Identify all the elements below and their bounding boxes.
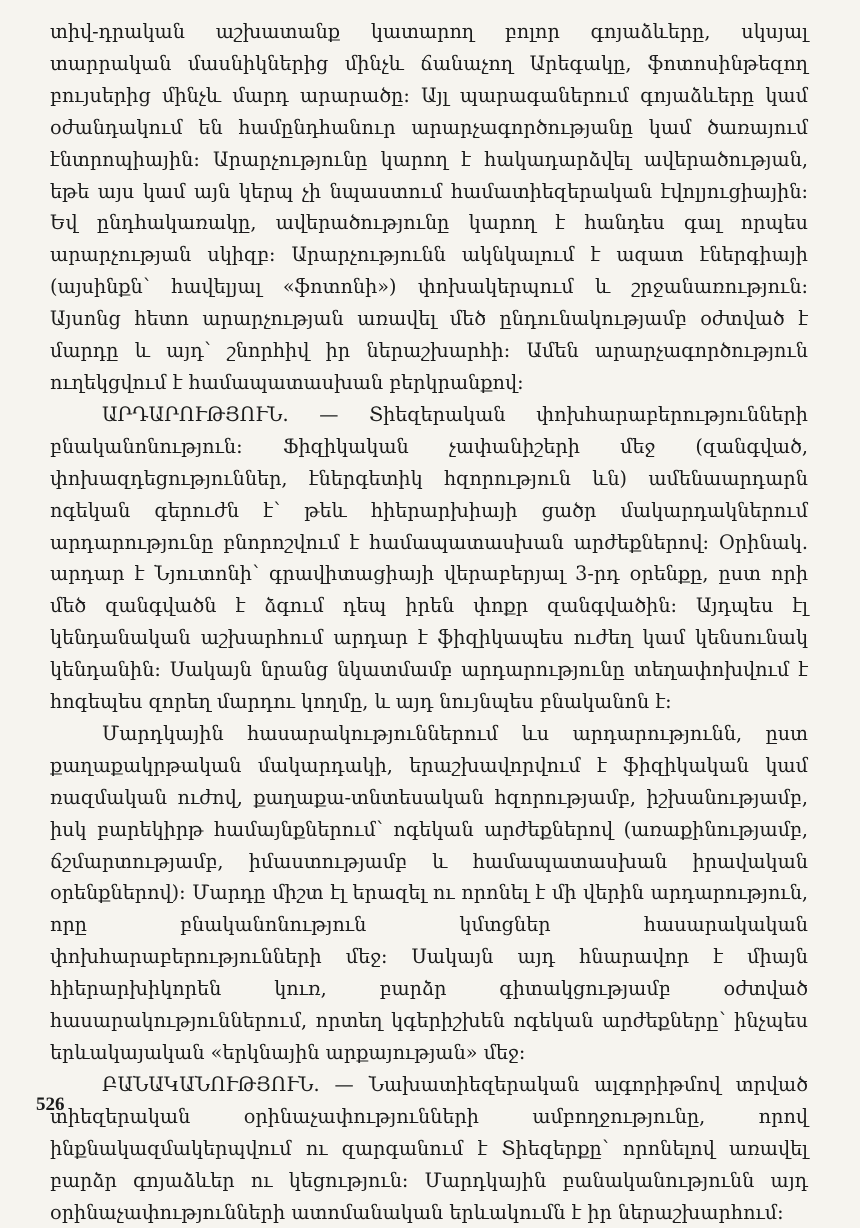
paragraph-reason: ԲԱՆԱԿԱՆՈՒԹՅՈՒՆ. — Նախատիեզերական ալգորիթմով տրված տիեզերական օրինաչափությունների ամբողջությունը, որով ինքնակազմակերպվում ու զարգանում է Տիեզերքը՝ որոնելով առավել բարձր գոյաձևեր ու կեցություն: Մարդկային բանականությունն այդ օրինաչափությունների ատոմանական երևակումն է իր ներաշխարհում: xyxy=(50,1072,808,1224)
paragraph-justice-society: Մարդկային հասարակություններում ևս արդարությունն, ըստ քաղաքակրթական մակարդակի, երաշխավորվում է ֆիզիկական կամ ռազմական ուժով, քաղաքա-տնտեսական հզորությամբ, իշխանությամբ, իսկ բարեկիրթ համայնքներում՝ ոգեկան արժեքներով (առաքինությամբ, ճշմարտությամբ, իմաստությամբ և համապատասխան իրավական օրենքներով): Մարդը միշտ էլ երազել ու որոնել է մի վերին արդարություն, որը բնականոնություն կմտցներ հասարակական փոխհարաբերությունների մեջ: Սակայն այդ հնարավոր է միայն հիերարխիկորեն կուռ, բարձր գիտակցությամբ օժտված հասարակություններում, որտեղ կգերիշխեն ոգեկան արժեքները՝ ինչպես երևակայական «երկնային արքայության» մեջ: xyxy=(50,721,808,1064)
page-number: 526 xyxy=(36,1094,65,1115)
paragraph-continuation: տիվ-դրական աշխատանք կատարող բոլոր գոյաձևերը, սկսյալ տարրական մասնիկներից մինչև ճանաչող Արեգակը, ֆոտոսինթեզող բույսերից մինչև մարդ արարածը: Այլ պարագաներում գոյաձևերը կամ օժանդակում են համընդհանուր արարչագործությանը կամ ծառայում էնտրոպիային: Արարչությունը կարող է հակադարձվել ավերածության, եթե այս կամ այն կերպ չի նպաստում համատիեզերական էվոլյուցիային: Եվ ընդհակառակը, ավերածությունը կարող է հանդես գալ որպես արարչության սկիզբ: Արարչությունն ակնկալում է ազատ էներգիայի (այսինքն՝ հավելյալ «ֆոտոնի») փոխակերպում և շրջանառություն: Այսոնց հետո արարչության առավել մեծ ընդունակությամբ օժտված է մարդը և այդ՝ շնորհիվ իր ներաշխարհի: Ամեն արարչագործություն ուղեկցվում է համապատասխան բերկրանքով: xyxy=(50,20,808,394)
paragraph-justice: ԱՐԴԱՐՈՒԹՅՈՒՆ. — Տիեզերական փոխհարաբերությունների բնականոնություն: Ֆիզիկական չափանիշերի մեջ (զանգված, փոխազդեցություններ, էներգետիկ հզորություն ևն) ամենաարդարն ոգեկան գերուժն է՝ թեև հիերարխիայի ցածր մակարդակներում արդարությունը բնորոշվում է համապատասխան արժեքներով: Օրինակ. արդար է Նյուտոնի՝ գրավիտացիայի վերաբերյալ 3-րդ օրենքը, ըստ որի մեծ զանգվածն է ձգում դեպ իրեն փոքր զանգվածին: Այդպես էլ կենդանական աշխարհում արդար է ֆիզիկապես ուժեղ կամ կենսունակ կենդանին: Սակայն նրանց նկատմամբ արդարությունը տեղափոխվում է հոգեպես զորեղ մարդու կողմը, և այդ նույնպես բնականոն է: xyxy=(50,402,808,714)
